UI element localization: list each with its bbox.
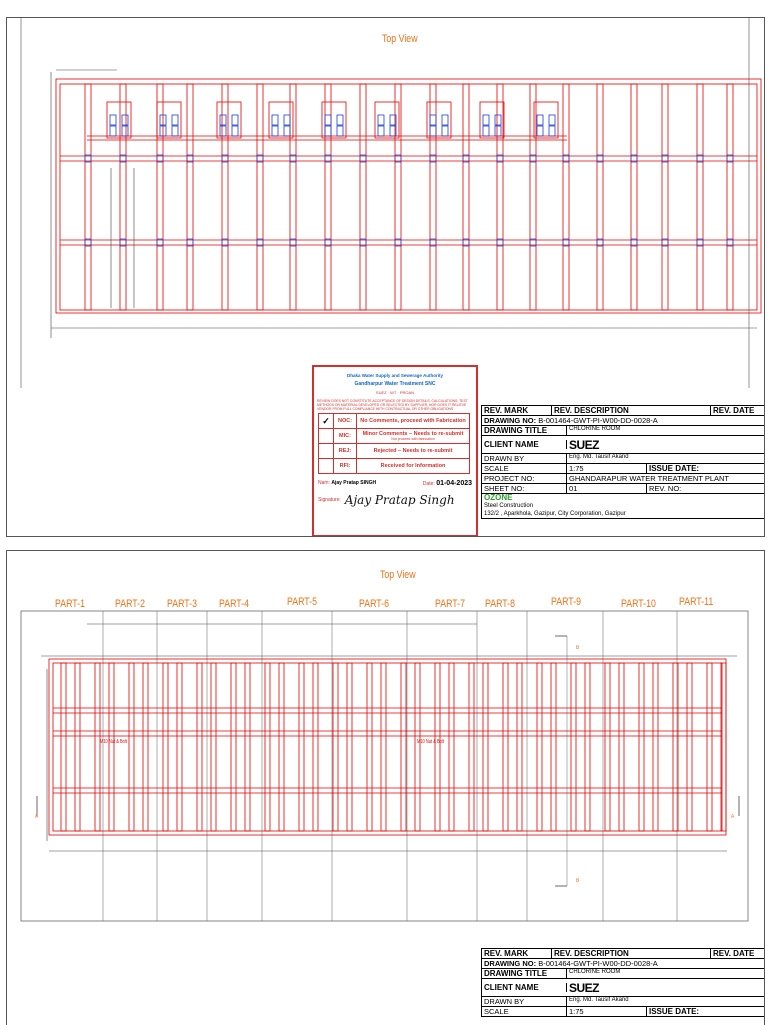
bolt-detail <box>483 115 489 125</box>
empty-check <box>319 459 334 474</box>
stamp-logos: SUEZ · WT · PROAN <box>375 390 415 395</box>
opening-frame <box>157 102 181 138</box>
column-line <box>187 84 193 310</box>
bolt-detail <box>110 115 116 125</box>
status-code: NOC: <box>334 414 357 429</box>
check-mark-icon: ✓ <box>319 414 334 429</box>
part-label: PART-11 <box>679 596 714 608</box>
bolt-detail <box>172 115 178 125</box>
bolt-detail <box>337 115 343 125</box>
status-desc: Received for Information <box>357 459 470 474</box>
company-logo: OZONE <box>484 493 513 502</box>
drawing-no <box>482 959 765 968</box>
column-line <box>367 663 372 831</box>
status-code: RFI: <box>334 459 357 474</box>
empty-check <box>319 429 334 444</box>
rev-mark-header: REV. MARK <box>482 949 552 958</box>
rev-mark-header: REV. MARK <box>482 406 552 415</box>
review-date: 01-04-2023 <box>436 480 472 487</box>
bolt-detail <box>337 126 343 136</box>
opening-frame <box>427 102 451 138</box>
bolt-detail <box>172 126 178 136</box>
title-block <box>481 948 765 1017</box>
approval-stamp <box>312 365 478 537</box>
part-label: PART-9 <box>551 596 581 608</box>
part-label: PART-2 <box>115 598 145 610</box>
drawing-sheet-1 <box>6 17 765 537</box>
stamp-plant: Gandharpur Water Treatment SNC <box>354 381 436 387</box>
title-block <box>481 405 765 519</box>
company-address: 132/2 , Aparkhola, Gazipur, City Corporation, Gazipur <box>484 511 626 517</box>
empty-check <box>319 444 334 459</box>
bolt-detail <box>284 115 290 125</box>
part-label: PART-4 <box>219 598 249 610</box>
column-line <box>265 663 270 831</box>
drawing-no <box>482 416 765 425</box>
status-code: MIC: <box>334 429 357 444</box>
status-desc <box>357 429 470 444</box>
part-label: PART-3 <box>167 598 197 610</box>
column-line <box>605 663 610 831</box>
scale-value: 1:75 <box>567 1007 647 1016</box>
column-line <box>619 663 624 831</box>
column-line <box>551 663 556 831</box>
opening-frame <box>480 102 504 138</box>
drawing-title-value: CHLORINE ROOM <box>569 969 621 975</box>
column-line <box>497 84 503 310</box>
bolt-annotation: M10 Nut & Bolt <box>417 739 444 745</box>
section-mark-a: A <box>731 814 735 820</box>
frame-outline <box>56 79 761 313</box>
project-no-label: PROJECT NO: <box>482 474 567 483</box>
frame-outline <box>49 659 726 835</box>
opening-frame <box>107 102 131 138</box>
column-line <box>347 663 352 831</box>
client-name-value: SUEZ <box>569 980 600 995</box>
bolt-detail <box>284 126 290 136</box>
bolt-detail <box>430 126 436 136</box>
scale-value: 1:75 <box>567 464 647 473</box>
drawing-title-label: DRAWING TITLE <box>482 969 567 978</box>
column-line <box>517 663 522 831</box>
status-code: REJ: <box>334 444 357 459</box>
view-title: Top View <box>382 33 418 45</box>
name-label: Nam: <box>318 480 330 486</box>
column-line <box>279 663 284 831</box>
status-desc-text: Minor Comments – Needs to re-submit <box>362 431 464 437</box>
column-line <box>585 663 590 831</box>
status-desc-sub: Not proceed with fabrication <box>391 437 435 441</box>
opening-frame <box>217 102 241 138</box>
column-line <box>313 663 318 831</box>
rev-date-header: REV. DATE <box>713 949 755 958</box>
sheet-no-label: SHEET NO: <box>482 484 567 493</box>
drawing-no-label: DRAWING NO: <box>484 959 537 968</box>
bolt-detail <box>537 115 543 125</box>
opening-frame <box>322 102 346 138</box>
part-label: PART-5 <box>287 596 317 608</box>
signature: Ajay Pratap Singh <box>344 493 455 507</box>
drawing-no-label: DRAWING NO: <box>484 416 537 425</box>
opening-frame <box>269 102 293 138</box>
drawing-title-value: CHLORINE ROOM <box>569 426 621 432</box>
date-label: Date: <box>422 481 435 487</box>
column-line <box>571 663 576 831</box>
column-line <box>120 84 126 310</box>
column-line <box>61 663 66 831</box>
bolt-detail <box>430 115 436 125</box>
column-line <box>197 663 202 831</box>
bolt-detail <box>325 126 331 136</box>
scale-label: SCALE <box>482 464 567 473</box>
column-line <box>143 663 148 831</box>
drawn-by-value: Eng. Md. Tausif Akand <box>569 997 629 1003</box>
drawing-no-value: B-001464-GWT-PI-W00-DD-0028-A <box>538 959 658 968</box>
column-line <box>299 663 304 831</box>
bolt-detail <box>378 115 384 125</box>
issue-date-label: ISSUE DATE: <box>649 464 700 473</box>
column-line <box>245 663 250 831</box>
column-line <box>697 84 703 310</box>
drawn-by-value: Eng. Md. Tausif Akand <box>569 454 629 460</box>
project-no-value: GHANDARAPUR WATER TREATMENT PLANT <box>569 474 730 483</box>
column-line <box>469 663 474 831</box>
column-line <box>163 663 168 831</box>
part-label: PART-10 <box>621 598 656 610</box>
column-line <box>435 663 440 831</box>
opening-frame <box>534 102 558 138</box>
bolt-detail <box>272 115 278 125</box>
column-line <box>463 84 469 310</box>
column-line <box>109 663 114 831</box>
column-line <box>381 663 386 831</box>
column-line <box>333 663 338 831</box>
bolt-detail <box>232 115 238 125</box>
bolt-detail <box>442 115 448 125</box>
bolt-detail <box>442 126 448 136</box>
stamp-name-row <box>318 480 472 487</box>
bolt-detail <box>220 126 226 136</box>
column-line <box>707 663 712 831</box>
client-name-value: SUEZ <box>569 437 600 452</box>
column-line <box>430 84 436 310</box>
bolt-detail <box>537 126 543 136</box>
client-name-label: CLIENT NAME <box>482 440 567 449</box>
column-line <box>483 663 488 831</box>
drawing-no-value: B-001464-GWT-PI-W00-DD-0028-A <box>538 416 658 425</box>
column-line <box>257 84 263 310</box>
stamp-organization: Dhaka Water Supply and Sewerage Authority <box>347 373 443 378</box>
view-title: Top View <box>380 569 416 581</box>
frame-outline <box>60 84 757 310</box>
drawing-sheet-2 <box>6 550 765 1025</box>
column-line <box>631 84 637 310</box>
stamp-status-table <box>318 413 470 474</box>
column-line <box>75 663 80 831</box>
column-line <box>211 663 216 831</box>
column-line <box>85 84 91 310</box>
bolt-detail <box>549 115 555 125</box>
column-line <box>639 663 644 831</box>
bolt-detail <box>325 115 331 125</box>
bolt-detail <box>220 115 226 125</box>
drawing-title-label: DRAWING TITLE <box>482 426 567 435</box>
bolt-detail <box>110 126 116 136</box>
part-label: PART-6 <box>359 598 389 610</box>
rev-description-header: REV. DESCRIPTION <box>552 406 711 415</box>
part-label: PART-7 <box>435 598 465 610</box>
bolt-detail <box>122 126 128 136</box>
column-line <box>231 663 236 831</box>
column-line <box>360 84 366 310</box>
status-desc: Rejected – Needs to re-submit <box>357 444 470 459</box>
column-line <box>129 663 134 831</box>
part-label: PART-8 <box>485 598 515 610</box>
bolt-detail <box>272 126 278 136</box>
bolt-annotation: M10 Nut & Bolt <box>100 739 127 745</box>
scale-label: SCALE <box>482 1007 567 1016</box>
reviewer-name: Ajay Pratap SINGH <box>331 480 377 486</box>
sheet-no-value: 01 <box>567 484 647 493</box>
frame-outline <box>53 663 722 831</box>
stamp-disclaimer: REVIEW DOES NOT CONSTITUTE ACCEPTANCE OF DESIGN DETAILS, CALCULATIONS, TEST METHODS OR MATERIAL DEVELOPED OR SELECTED BY SUPPLIER, NOR DOES IT RELIEVE VENDOR FROM FULL COMPLIANCE WITH CONTRACTUAL OR OTHER OBLIGATIONS <box>317 399 468 411</box>
column-line <box>653 663 658 831</box>
column-line <box>530 84 536 310</box>
column-line <box>537 663 542 831</box>
status-desc: No Comments, proceed with Fabrication <box>357 414 470 429</box>
column-line <box>449 663 454 831</box>
stamp-signature-row <box>318 493 472 507</box>
column-line <box>662 84 668 310</box>
column-line <box>727 84 733 310</box>
drawn-by-label: DRAWN BY <box>482 997 567 1006</box>
section-mark-a: A <box>35 814 39 820</box>
rev-description-header: REV. DESCRIPTION <box>552 949 711 958</box>
column-line <box>177 663 182 831</box>
issue-date-label: ISSUE DATE: <box>649 1007 700 1016</box>
bolt-detail <box>495 126 501 136</box>
section-mark-b: B <box>576 645 580 651</box>
company-sub: Steel Construction <box>484 503 534 509</box>
column-line <box>597 84 603 310</box>
bolt-detail <box>549 126 555 136</box>
column-line <box>563 84 569 310</box>
bolt-detail <box>378 126 384 136</box>
signature-label: Signature: <box>318 497 341 503</box>
column-line <box>325 84 331 310</box>
client-name-label: CLIENT NAME <box>482 983 567 992</box>
part-label: PART-1 <box>55 598 85 610</box>
bolt-detail <box>483 126 489 136</box>
rev-date-header: REV. DATE <box>713 406 755 415</box>
bolt-detail <box>495 115 501 125</box>
column-line <box>222 84 228 310</box>
bolt-detail <box>122 115 128 125</box>
column-line <box>401 663 406 831</box>
bolt-detail <box>232 126 238 136</box>
column-line <box>503 663 508 831</box>
column-line <box>415 663 420 831</box>
column-line <box>95 663 100 831</box>
column-line <box>687 663 692 831</box>
section-mark-b: B <box>576 878 580 884</box>
drawn-by-label: DRAWN BY <box>482 454 567 463</box>
rev-no-label: REV. NO: <box>649 484 682 493</box>
